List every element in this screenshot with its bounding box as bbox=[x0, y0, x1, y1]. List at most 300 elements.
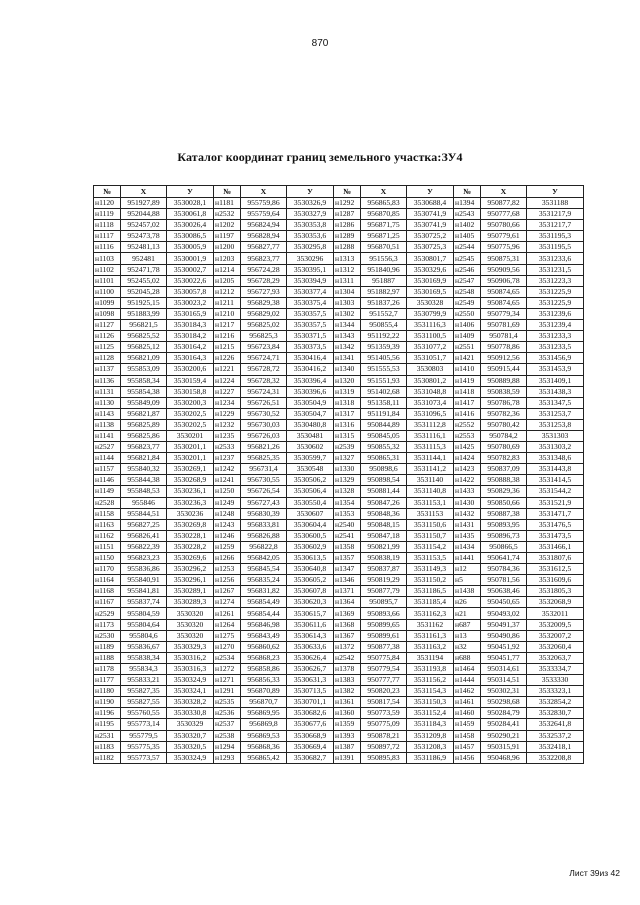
point-id-cell: н1458 bbox=[454, 730, 481, 741]
y-coordinate-cell: 3531456,9 bbox=[527, 353, 584, 364]
y-coordinate-cell: 3530330,8 bbox=[167, 708, 214, 719]
y-coordinate-cell: 3530159,4 bbox=[167, 375, 214, 386]
x-coordinate-cell: 955804,6 bbox=[121, 630, 167, 641]
point-id-cell: н1170 bbox=[94, 564, 121, 575]
point-id-cell: н1378 bbox=[334, 663, 361, 674]
y-coordinate-cell: 3531115,3 bbox=[407, 442, 454, 453]
x-coordinate-cell: 955775,35 bbox=[121, 741, 167, 752]
point-id-cell: н1214 bbox=[214, 264, 241, 275]
x-coordinate-cell: 950896,73 bbox=[481, 530, 527, 541]
point-id-cell: н2549 bbox=[454, 297, 481, 308]
x-coordinate-cell: 950302,31 bbox=[481, 686, 527, 697]
table-row bbox=[94, 553, 584, 564]
point-id-cell: н1431 bbox=[454, 519, 481, 530]
y-coordinate-cell: 3531186,9 bbox=[407, 752, 454, 763]
x-coordinate-cell: 950314,61 bbox=[481, 663, 527, 674]
x-coordinate-cell: 951887 bbox=[361, 275, 407, 286]
table-row bbox=[94, 652, 584, 663]
point-id-cell: н1438 bbox=[454, 586, 481, 597]
y-coordinate-cell: 3530677,6 bbox=[287, 719, 334, 730]
y-coordinate-cell: 3530803 bbox=[407, 364, 454, 375]
table-row bbox=[94, 519, 584, 530]
y-coordinate-cell: 3530320,5 bbox=[167, 741, 214, 752]
x-coordinate-cell: 956870,89 bbox=[241, 686, 287, 697]
x-coordinate-cell: 956723,84 bbox=[241, 342, 287, 353]
point-id-cell: н1229 bbox=[214, 408, 241, 419]
table-row bbox=[94, 220, 584, 231]
table-row bbox=[94, 564, 584, 575]
x-coordinate-cell: 955837,74 bbox=[121, 597, 167, 608]
point-id-cell: н2546 bbox=[454, 264, 481, 275]
x-coordinate-cell: 950912,56 bbox=[481, 353, 527, 364]
y-coordinate-cell: 3530320 bbox=[167, 619, 214, 630]
point-id-cell: н2539 bbox=[334, 442, 361, 453]
y-coordinate-cell: 3532007,2 bbox=[527, 630, 584, 641]
x-coordinate-cell: 955840,91 bbox=[121, 575, 167, 586]
y-coordinate-cell: 3531409,1 bbox=[527, 375, 584, 386]
y-coordinate-cell: 3531112,8 bbox=[407, 419, 454, 430]
table-row bbox=[94, 741, 584, 752]
point-id-cell: н1410 bbox=[454, 364, 481, 375]
sheet-number: Лист 39из 42 bbox=[569, 868, 620, 878]
point-id-cell: н1196 bbox=[94, 708, 121, 719]
y-coordinate-cell: 3530416,2 bbox=[287, 364, 334, 375]
x-coordinate-cell: 950889,88 bbox=[481, 375, 527, 386]
x-coordinate-cell: 956821,26 bbox=[241, 442, 287, 453]
point-id-cell: н32 bbox=[454, 641, 481, 652]
x-coordinate-cell: 956870,51 bbox=[361, 242, 407, 253]
table-row bbox=[94, 663, 584, 674]
point-id-cell: н1359 bbox=[334, 719, 361, 730]
y-coordinate-cell: 3530324,1 bbox=[167, 686, 214, 697]
point-id-cell: н1459 bbox=[454, 719, 481, 730]
y-coordinate-cell: 3531239,4 bbox=[527, 320, 584, 331]
table-row bbox=[94, 697, 584, 708]
point-id-cell: н1197 bbox=[214, 231, 241, 242]
y-coordinate-cell: 3530324,9 bbox=[167, 752, 214, 763]
y-coordinate-cell: 3531223,3 bbox=[527, 275, 584, 286]
y-coordinate-cell: 3530320 bbox=[167, 608, 214, 619]
point-id-cell: н1419 bbox=[454, 375, 481, 386]
x-coordinate-cell: 956825,3 bbox=[241, 331, 287, 342]
x-coordinate-cell: 950848,15 bbox=[361, 519, 407, 530]
y-coordinate-cell: 3532418,1 bbox=[527, 741, 584, 752]
x-coordinate-cell: 955827,55 bbox=[121, 697, 167, 708]
point-id-cell: н1320 bbox=[334, 375, 361, 386]
x-coordinate-cell: 956731,4 bbox=[241, 464, 287, 475]
point-id-cell: н2553 bbox=[454, 430, 481, 441]
x-coordinate-cell: 951191,84 bbox=[361, 408, 407, 419]
point-id-cell: н1253 bbox=[214, 564, 241, 575]
x-coordinate-cell: 956868,36 bbox=[241, 741, 287, 752]
y-coordinate-cell: 3530320 bbox=[167, 630, 214, 641]
point-id-cell: н1249 bbox=[214, 497, 241, 508]
point-id-cell: н1101 bbox=[94, 275, 121, 286]
x-coordinate-cell: 950638,46 bbox=[481, 586, 527, 597]
x-coordinate-cell: 955844,51 bbox=[121, 508, 167, 519]
x-coordinate-cell: 956825,52 bbox=[121, 331, 167, 342]
x-coordinate-cell: 955849,09 bbox=[121, 397, 167, 408]
y-coordinate-cell: 3530296 bbox=[287, 253, 334, 264]
x-coordinate-cell: 950874,65 bbox=[481, 286, 527, 297]
point-id-cell: н1329 bbox=[334, 475, 361, 486]
x-coordinate-cell: 950866,5 bbox=[481, 541, 527, 552]
y-coordinate-cell: 3532854,2 bbox=[527, 697, 584, 708]
x-coordinate-cell: 950906,78 bbox=[481, 275, 527, 286]
x-coordinate-cell: 952471,78 bbox=[121, 264, 167, 275]
y-coordinate-cell: 3531231,5 bbox=[527, 264, 584, 275]
x-coordinate-cell: 950451,77 bbox=[481, 652, 527, 663]
x-coordinate-cell: 956871,75 bbox=[361, 220, 407, 231]
x-coordinate-cell: 955779,5 bbox=[121, 730, 167, 741]
table-row bbox=[94, 419, 584, 430]
point-id-cell: н1120 bbox=[94, 198, 121, 209]
point-id-cell: н1353 bbox=[334, 508, 361, 519]
x-coordinate-cell: 950780,66 bbox=[481, 220, 527, 231]
y-coordinate-cell: 3531149,3 bbox=[407, 564, 454, 575]
point-id-cell: н1315 bbox=[334, 430, 361, 441]
x-coordinate-cell: 950777,77 bbox=[361, 675, 407, 686]
y-coordinate-cell: 3530316,2 bbox=[167, 652, 214, 663]
point-id-cell: н2532 bbox=[214, 209, 241, 220]
x-coordinate-cell: 950821,99 bbox=[361, 541, 407, 552]
x-coordinate-cell: 950784,36 bbox=[481, 564, 527, 575]
y-coordinate-cell: 3530701,1 bbox=[287, 697, 334, 708]
y-coordinate-cell: 3531253,7 bbox=[527, 408, 584, 419]
point-id-cell: н2537 bbox=[214, 719, 241, 730]
point-id-cell: н1216 bbox=[214, 331, 241, 342]
y-coordinate-cell: 3530236,1 bbox=[167, 486, 214, 497]
point-id-cell: н1181 bbox=[214, 198, 241, 209]
y-coordinate-cell: 3531253,8 bbox=[527, 419, 584, 430]
y-coordinate-cell: 3531161,3 bbox=[407, 630, 454, 641]
point-id-cell: н1369 bbox=[334, 608, 361, 619]
x-coordinate-cell: 956724,31 bbox=[241, 386, 287, 397]
y-coordinate-cell: 3531140 bbox=[407, 475, 454, 486]
point-id-cell: н1151 bbox=[94, 541, 121, 552]
y-coordinate-cell: 3530329,6 bbox=[407, 264, 454, 275]
x-coordinate-cell: 950290,21 bbox=[481, 730, 527, 741]
table-row bbox=[94, 730, 584, 741]
y-coordinate-cell: 3530169,5 bbox=[407, 286, 454, 297]
table-row bbox=[94, 231, 584, 242]
x-coordinate-cell: 950315,91 bbox=[481, 741, 527, 752]
x-coordinate-cell: 950887,38 bbox=[481, 508, 527, 519]
point-id-cell: н1304 bbox=[334, 286, 361, 297]
y-coordinate-cell: 3531438,3 bbox=[527, 386, 584, 397]
table-row bbox=[94, 608, 584, 619]
point-id-cell: н1164 bbox=[94, 575, 121, 586]
point-id-cell: н1434 bbox=[454, 541, 481, 552]
y-coordinate-cell: 3530481 bbox=[287, 430, 334, 441]
y-coordinate-cell: 3531162 bbox=[407, 619, 454, 630]
x-coordinate-cell: 955827,35 bbox=[121, 686, 167, 697]
x-coordinate-cell: 956870,7 bbox=[241, 697, 287, 708]
point-id-cell: н1272 bbox=[214, 663, 241, 674]
x-coordinate-cell: 952045,28 bbox=[121, 286, 167, 297]
point-id-cell: н1162 bbox=[94, 530, 121, 541]
point-id-cell: н1167 bbox=[94, 597, 121, 608]
x-coordinate-cell: 950493,02 bbox=[481, 608, 527, 619]
y-coordinate-cell: 3530296,2 bbox=[167, 564, 214, 575]
x-coordinate-cell: 950838,19 bbox=[361, 553, 407, 564]
y-coordinate-cell: 3532068,9 bbox=[527, 597, 584, 608]
x-coordinate-cell: 956827,77 bbox=[241, 242, 287, 253]
point-id-cell: н1241 bbox=[214, 475, 241, 486]
y-coordinate-cell: 3530158,8 bbox=[167, 386, 214, 397]
y-coordinate-cell: 3530395,1 bbox=[287, 264, 334, 275]
y-coordinate-cell: 3530801,7 bbox=[407, 253, 454, 264]
y-coordinate-cell: 3531233,6 bbox=[527, 253, 584, 264]
y-coordinate-cell: 3531156,2 bbox=[407, 675, 454, 686]
point-id-cell: н1125 bbox=[94, 342, 121, 353]
point-id-cell: н1271 bbox=[214, 675, 241, 686]
y-coordinate-cell: 3531153,5 bbox=[407, 553, 454, 564]
x-coordinate-cell: 956842,05 bbox=[241, 553, 287, 564]
y-coordinate-cell: 3530668,9 bbox=[287, 730, 334, 741]
y-coordinate-cell: 3530201,1 bbox=[167, 453, 214, 464]
x-coordinate-cell: 956726,51 bbox=[241, 397, 287, 408]
point-id-cell: н1168 bbox=[94, 586, 121, 597]
x-coordinate-cell: 952044,88 bbox=[121, 209, 167, 220]
x-coordinate-cell: 950847,18 bbox=[361, 530, 407, 541]
point-id-cell: н1430 bbox=[454, 497, 481, 508]
header-cell: У bbox=[287, 186, 334, 198]
x-coordinate-cell: 950782,36 bbox=[481, 408, 527, 419]
x-coordinate-cell: 950850,66 bbox=[481, 497, 527, 508]
x-coordinate-cell: 950468,96 bbox=[481, 752, 527, 763]
point-id-cell: н1460 bbox=[454, 708, 481, 719]
x-coordinate-cell: 950490,86 bbox=[481, 630, 527, 641]
point-id-cell: н2530 bbox=[94, 630, 121, 641]
table-row bbox=[94, 630, 584, 641]
y-coordinate-cell: 3530164,3 bbox=[167, 353, 214, 364]
point-id-cell: н1316 bbox=[334, 419, 361, 430]
x-coordinate-cell: 950865,31 bbox=[361, 453, 407, 464]
x-coordinate-cell: 950284,79 bbox=[481, 708, 527, 719]
y-coordinate-cell: 3531233,5 bbox=[527, 342, 584, 353]
table-row bbox=[94, 597, 584, 608]
x-coordinate-cell: 951359,39 bbox=[361, 342, 407, 353]
point-id-cell: н1131 bbox=[94, 386, 121, 397]
y-coordinate-cell: 3530620,3 bbox=[287, 597, 334, 608]
point-id-cell: н1221 bbox=[214, 364, 241, 375]
header-cell: У bbox=[167, 186, 214, 198]
point-id-cell: н1274 bbox=[214, 597, 241, 608]
point-id-cell: н1343 bbox=[334, 331, 361, 342]
point-id-cell: н1173 bbox=[94, 619, 121, 630]
x-coordinate-cell: 952481 bbox=[121, 253, 167, 264]
y-coordinate-cell: 3532011 bbox=[527, 608, 584, 619]
x-coordinate-cell: 950779,54 bbox=[361, 663, 407, 674]
x-coordinate-cell: 956727,93 bbox=[241, 286, 287, 297]
point-id-cell: н1234 bbox=[214, 397, 241, 408]
x-coordinate-cell: 955804,59 bbox=[121, 608, 167, 619]
point-id-cell: н1183 bbox=[94, 741, 121, 752]
point-id-cell: н2545 bbox=[454, 253, 481, 264]
y-coordinate-cell: 3530741,9 bbox=[407, 209, 454, 220]
x-coordinate-cell: 955846 bbox=[121, 497, 167, 508]
y-coordinate-cell: 3530169,9 bbox=[407, 275, 454, 286]
x-coordinate-cell: 956824,94 bbox=[241, 220, 287, 231]
x-coordinate-cell: 950855,4 bbox=[361, 320, 407, 331]
table-row bbox=[94, 397, 584, 408]
x-coordinate-cell: 950820,23 bbox=[361, 686, 407, 697]
y-coordinate-cell: 3531051,7 bbox=[407, 353, 454, 364]
x-coordinate-cell: 950844,89 bbox=[361, 419, 407, 430]
point-id-cell: н1464 bbox=[454, 663, 481, 674]
y-coordinate-cell: 3530373,5 bbox=[287, 342, 334, 353]
y-coordinate-cell: 3530327,9 bbox=[287, 209, 334, 220]
x-coordinate-cell: 955834,3 bbox=[121, 663, 167, 674]
y-coordinate-cell: 3531150,6 bbox=[407, 519, 454, 530]
point-id-cell: н1189 bbox=[94, 641, 121, 652]
y-coordinate-cell: 3530613,5 bbox=[287, 553, 334, 564]
point-id-cell: н1409 bbox=[454, 331, 481, 342]
x-coordinate-cell: 956829,02 bbox=[241, 308, 287, 319]
point-id-cell: н1289 bbox=[334, 231, 361, 242]
table-row bbox=[94, 209, 584, 220]
y-coordinate-cell: 3531348,6 bbox=[527, 453, 584, 464]
point-id-cell: н1266 bbox=[214, 553, 241, 564]
table-row bbox=[94, 342, 584, 353]
x-coordinate-cell: 956823,77 bbox=[121, 442, 167, 453]
x-coordinate-cell: 950775,84 bbox=[361, 652, 407, 663]
point-id-cell: н1149 bbox=[94, 486, 121, 497]
y-coordinate-cell: 3530614,3 bbox=[287, 630, 334, 641]
point-id-cell: н1287 bbox=[334, 209, 361, 220]
x-coordinate-cell: 951192,22 bbox=[361, 331, 407, 342]
x-coordinate-cell: 956724,28 bbox=[241, 264, 287, 275]
y-coordinate-cell: 3531225,9 bbox=[527, 297, 584, 308]
point-id-cell: н1435 bbox=[454, 530, 481, 541]
table-row bbox=[94, 508, 584, 519]
x-coordinate-cell: 950314,51 bbox=[481, 675, 527, 686]
table-row bbox=[94, 408, 584, 419]
point-id-cell: н1406 bbox=[454, 320, 481, 331]
x-coordinate-cell: 956871,25 bbox=[361, 231, 407, 242]
y-coordinate-cell: 3530599,7 bbox=[287, 453, 334, 464]
y-coordinate-cell: 3530550,4 bbox=[287, 497, 334, 508]
point-id-cell: н1372 bbox=[334, 641, 361, 652]
y-coordinate-cell: 3531303,2 bbox=[527, 442, 584, 453]
point-id-cell: н2536 bbox=[214, 708, 241, 719]
x-coordinate-cell: 956854,49 bbox=[241, 597, 287, 608]
table-row bbox=[94, 320, 584, 331]
y-coordinate-cell: 3531217,9 bbox=[527, 209, 584, 220]
x-coordinate-cell: 956825,35 bbox=[241, 453, 287, 464]
point-id-cell: н1367 bbox=[334, 630, 361, 641]
x-coordinate-cell: 955759,64 bbox=[241, 209, 287, 220]
x-coordinate-cell: 956730,03 bbox=[241, 419, 287, 430]
y-coordinate-cell: 3530801,2 bbox=[407, 375, 454, 386]
point-id-cell: н1416 bbox=[454, 408, 481, 419]
x-coordinate-cell: 950838,59 bbox=[481, 386, 527, 397]
y-coordinate-cell: 3530394,9 bbox=[287, 275, 334, 286]
y-coordinate-cell: 3531100,5 bbox=[407, 331, 454, 342]
point-id-cell: н1217 bbox=[214, 320, 241, 331]
point-id-cell: н1457 bbox=[454, 741, 481, 752]
point-id-cell: н1311 bbox=[334, 275, 361, 286]
table-row bbox=[94, 619, 584, 630]
x-coordinate-cell: 950450,65 bbox=[481, 597, 527, 608]
header-cell: X bbox=[241, 186, 287, 198]
x-coordinate-cell: 956821,5 bbox=[121, 320, 167, 331]
table-row bbox=[94, 708, 584, 719]
table-row bbox=[94, 464, 584, 475]
point-id-cell: н2551 bbox=[454, 342, 481, 353]
y-coordinate-cell: 3530506,4 bbox=[287, 486, 334, 497]
point-id-cell: н1200 bbox=[214, 242, 241, 253]
x-coordinate-cell: 950848,36 bbox=[361, 508, 407, 519]
point-id-cell: н1211 bbox=[214, 297, 241, 308]
y-coordinate-cell: 3531208,3 bbox=[407, 741, 454, 752]
point-id-cell: н1461 bbox=[454, 697, 481, 708]
point-id-cell: н1100 bbox=[94, 286, 121, 297]
x-coordinate-cell: 956830,39 bbox=[241, 508, 287, 519]
x-coordinate-cell: 956868,23 bbox=[241, 652, 287, 663]
y-coordinate-cell: 3530328,2 bbox=[167, 697, 214, 708]
point-id-cell: н1364 bbox=[334, 597, 361, 608]
y-coordinate-cell: 3530201,1 bbox=[167, 442, 214, 453]
y-coordinate-cell: 3530725,2 bbox=[407, 231, 454, 242]
y-coordinate-cell: 3530269,6 bbox=[167, 553, 214, 564]
point-id-cell: н1313 bbox=[334, 253, 361, 264]
x-coordinate-cell: 950899,65 bbox=[361, 619, 407, 630]
point-id-cell: н2548 bbox=[454, 286, 481, 297]
y-coordinate-cell: 3531150,2 bbox=[407, 575, 454, 586]
y-coordinate-cell: 3531154,3 bbox=[407, 686, 454, 697]
x-coordinate-cell: 955836,67 bbox=[121, 641, 167, 652]
x-coordinate-cell: 955759,86 bbox=[241, 198, 287, 209]
x-coordinate-cell: 956869,53 bbox=[241, 730, 287, 741]
x-coordinate-cell: 955804,64 bbox=[121, 619, 167, 630]
point-id-cell: н1394 bbox=[454, 198, 481, 209]
point-id-cell: н1190 bbox=[94, 697, 121, 708]
point-id-cell: н2552 bbox=[454, 419, 481, 430]
y-coordinate-cell: 3530396,6 bbox=[287, 386, 334, 397]
point-id-cell: н1402 bbox=[454, 220, 481, 231]
point-id-cell: н1312 bbox=[334, 264, 361, 275]
y-coordinate-cell: 3530504,9 bbox=[287, 397, 334, 408]
x-coordinate-cell: 950781,56 bbox=[481, 575, 527, 586]
y-coordinate-cell: 3530295,8 bbox=[287, 242, 334, 253]
point-id-cell: н1421 bbox=[454, 353, 481, 364]
table-row bbox=[94, 586, 584, 597]
x-coordinate-cell: 956821,84 bbox=[121, 453, 167, 464]
x-coordinate-cell: 950845,05 bbox=[361, 430, 407, 441]
point-id-cell: н1157 bbox=[94, 464, 121, 475]
y-coordinate-cell: 3531443,8 bbox=[527, 464, 584, 475]
table-row bbox=[94, 530, 584, 541]
x-coordinate-cell: 950847,26 bbox=[361, 497, 407, 508]
x-coordinate-cell: 951402,68 bbox=[361, 386, 407, 397]
point-id-cell: н1264 bbox=[214, 619, 241, 630]
y-coordinate-cell: 3533330 bbox=[527, 675, 584, 686]
header-cell: X bbox=[481, 186, 527, 198]
y-coordinate-cell: 3530269,8 bbox=[167, 519, 214, 530]
page-number: 870 bbox=[311, 38, 329, 49]
y-coordinate-cell: 3530602 bbox=[287, 442, 334, 453]
point-id-cell: н1327 bbox=[334, 453, 361, 464]
y-coordinate-cell: 3530396,4 bbox=[287, 375, 334, 386]
y-coordinate-cell: 3530357,5 bbox=[287, 320, 334, 331]
y-coordinate-cell: 3532208,8 bbox=[527, 752, 584, 763]
point-id-cell: н688 bbox=[454, 652, 481, 663]
x-coordinate-cell: 950895,7 bbox=[361, 597, 407, 608]
x-coordinate-cell: 950837,87 bbox=[361, 564, 407, 575]
y-coordinate-cell: 3531144,1 bbox=[407, 453, 454, 464]
